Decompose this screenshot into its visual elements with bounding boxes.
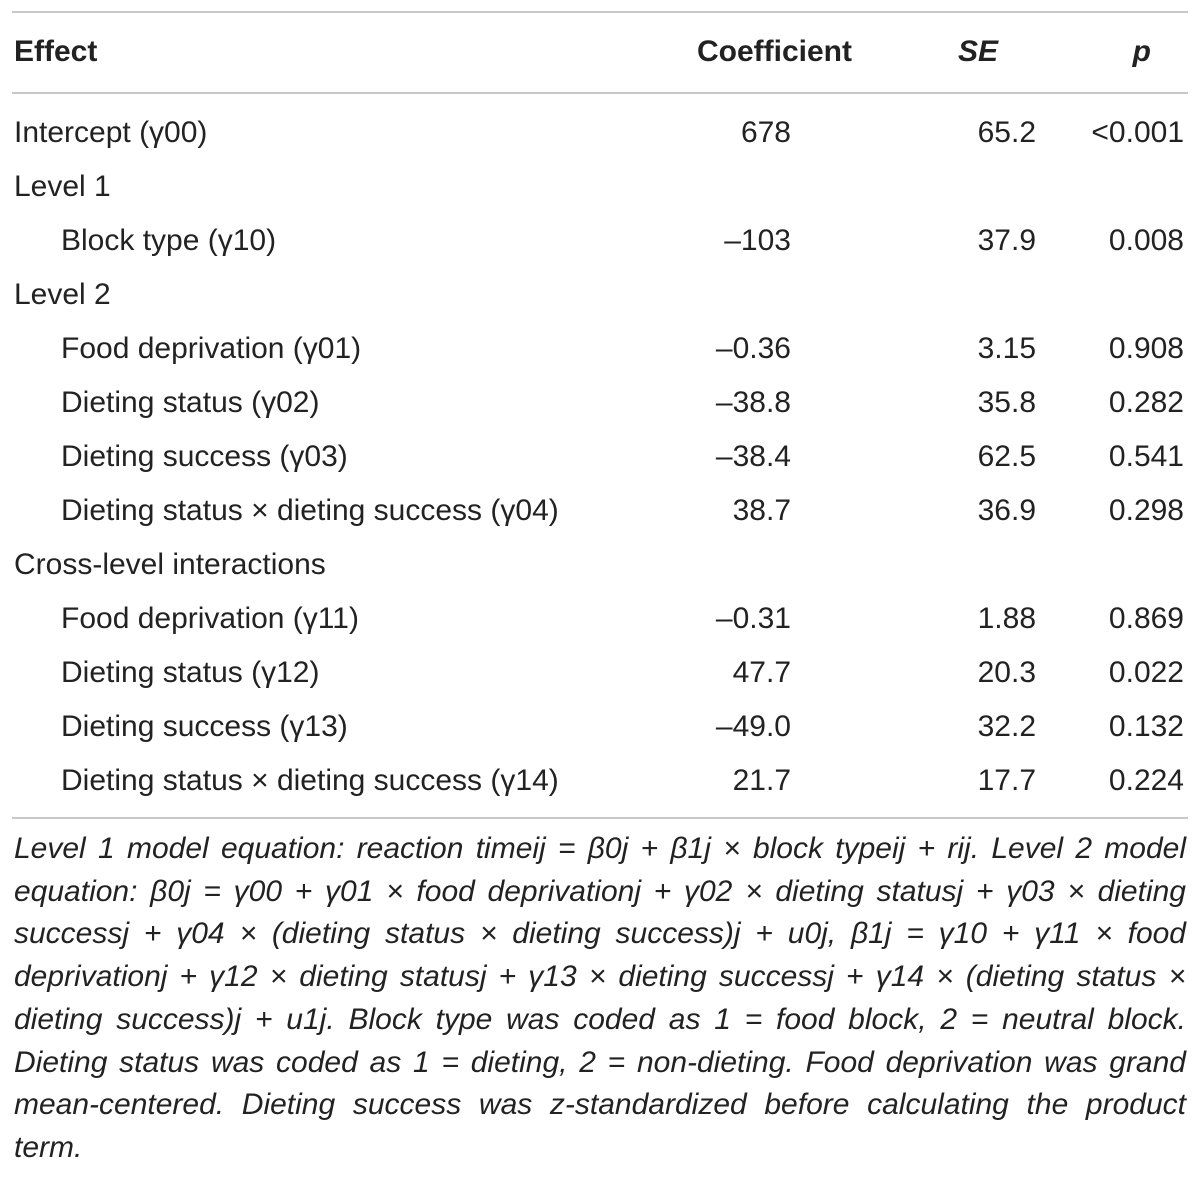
coefficient-cell: 21.7	[732, 764, 791, 797]
table-row	[0, 268, 1200, 322]
se-cell: 20.3	[977, 656, 1036, 689]
effect-cell: Food deprivation (γ01)	[61, 332, 362, 365]
coefficient-cell: –0.31	[715, 602, 791, 635]
header-rule	[12, 92, 1188, 94]
p-cell: 0.282	[1108, 386, 1184, 419]
effect-cell: Dieting status × dieting success (γ14)	[61, 764, 559, 797]
header-coefficient: Coefficient	[696, 35, 852, 68]
bottom-rule	[12, 817, 1188, 819]
table-row	[0, 214, 1200, 268]
se-cell: 32.2	[977, 710, 1036, 743]
p-cell: <0.001	[1091, 116, 1184, 149]
table-row	[0, 484, 1200, 538]
se-cell: 62.5	[977, 440, 1036, 473]
table-row	[0, 754, 1200, 808]
se-cell: 65.2	[977, 116, 1036, 149]
se-cell: 3.15	[977, 332, 1036, 365]
effect-cell: Dieting status × dieting success (γ04)	[61, 494, 559, 527]
coefficient-cell: –49.0	[715, 710, 791, 743]
header-p: p	[1132, 35, 1151, 68]
table-row	[0, 592, 1200, 646]
effect-cell: Intercept (γ00)	[14, 116, 208, 149]
effect-cell: Dieting status (γ02)	[61, 386, 320, 419]
p-cell: 0.908	[1108, 332, 1184, 365]
coefficient-cell: 38.7	[732, 494, 791, 527]
table-footnote: Level 1 model equation: reaction timeij = β0j + β1j × block typeij + rij. Level 2 model equation: β0j = γ00 + γ01 × food deprivationj + γ02 × dieting statusj + γ03 × dieting successj + γ04 × (dieting status × dieting success)j + u0j, β1j = γ10 + γ11 × food deprivationj + γ12 × dieting statusj + γ13 × dieting successj + γ14 × (dieting status × dieting success)j + u1j. Block type was coded as 1 = food block, 2 = neutral block. Dieting status was coded as 1 = dieting, 2 = non-dieting. Food deprivation was grand mean-centered. Dieting success was z-standardized before calculating the product term.	[14, 832, 1186, 1164]
header-row	[0, 25, 1200, 79]
effect-cell: Food deprivation (γ11)	[61, 602, 359, 635]
p-cell: 0.541	[1108, 440, 1184, 473]
p-cell: 0.132	[1108, 710, 1184, 743]
p-cell: 0.869	[1108, 602, 1184, 635]
coefficient-cell: –103	[724, 224, 791, 257]
se-cell: 17.7	[977, 764, 1036, 797]
coefficient-cell: –38.8	[715, 386, 791, 419]
effect-cell: Level 2	[14, 278, 111, 311]
table-row	[0, 700, 1200, 754]
coefficient-cell: –38.4	[715, 440, 791, 473]
se-cell: 36.9	[977, 494, 1036, 527]
se-cell: 35.8	[977, 386, 1036, 419]
table-row	[0, 376, 1200, 430]
effect-cell: Dieting success (γ13)	[61, 710, 348, 743]
table-row	[0, 106, 1200, 160]
se-cell: 1.88	[977, 602, 1036, 635]
coefficient-cell: 47.7	[732, 656, 791, 689]
coefficient-cell: –0.36	[715, 332, 791, 365]
header-se: SE	[957, 35, 998, 68]
p-cell: 0.224	[1108, 764, 1184, 797]
table-row	[0, 322, 1200, 376]
p-cell: 0.298	[1108, 494, 1184, 527]
table-row	[0, 430, 1200, 484]
se-cell: 37.9	[977, 224, 1036, 257]
coefficient-cell: 678	[740, 116, 791, 149]
p-cell: 0.008	[1108, 224, 1184, 257]
effect-cell: Level 1	[14, 170, 111, 203]
table-row	[0, 538, 1200, 592]
p-cell: 0.022	[1108, 656, 1184, 689]
header-effect: Effect	[14, 35, 98, 68]
effect-cell: Cross-level interactions	[14, 548, 326, 581]
table-row	[0, 646, 1200, 700]
effect-cell: Dieting status (γ12)	[61, 656, 320, 689]
effect-cell: Dieting success (γ03)	[61, 440, 348, 473]
effect-cell: Block type (γ10)	[61, 224, 277, 257]
table-row	[0, 160, 1200, 214]
top-rule	[12, 11, 1188, 13]
